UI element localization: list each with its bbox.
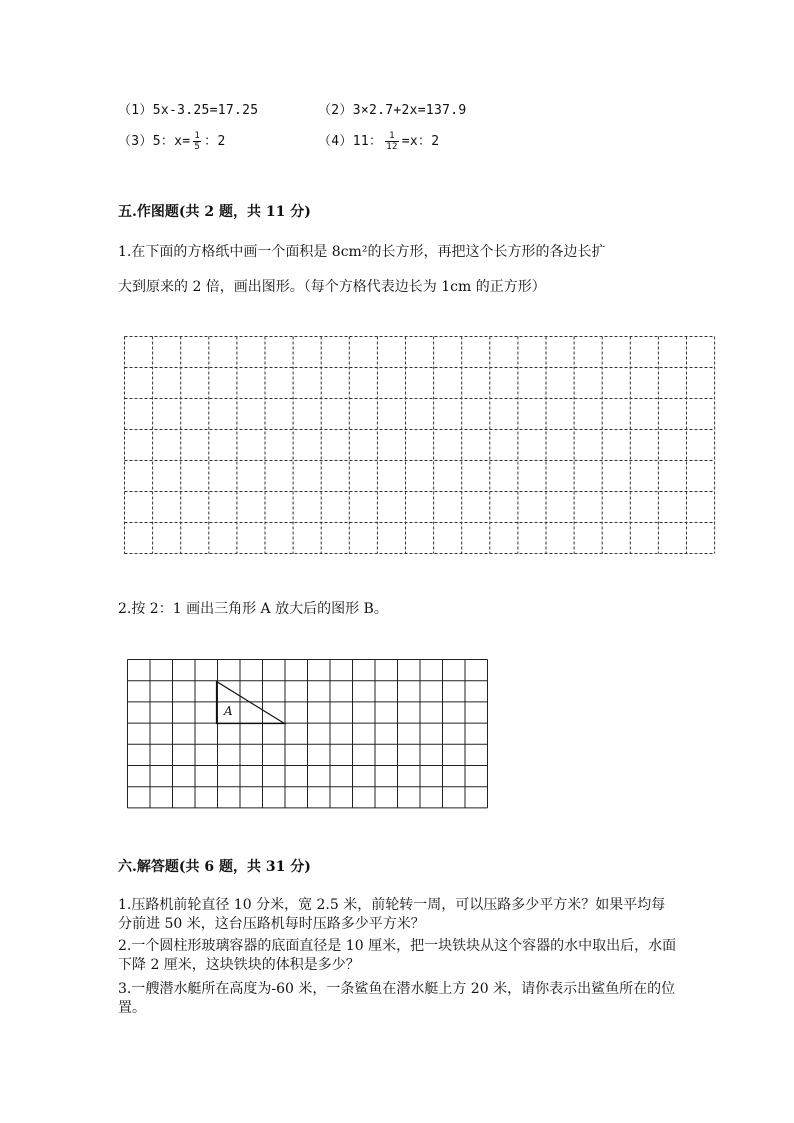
- fraction: [385, 131, 398, 152]
- square-grid: [126, 658, 490, 812]
- fraction-denominator: 12: [386, 142, 398, 152]
- equation-pre: 11：: [352, 134, 383, 149]
- fraction: [193, 131, 201, 152]
- fraction-denominator: 5: [194, 142, 201, 152]
- equation-label: （2）: [318, 103, 353, 118]
- fraction-numerator: 1: [194, 131, 201, 141]
- section-6-title: 六.解答题(共 6 题，共 31 分): [118, 859, 311, 875]
- question-6-2: 2.一个圆柱形玻璃容器的底面直径是 10 厘米，把一块铁块从这个容器的水中取出后，水面下降 2 厘米，这块铁块的体积是多少？: [118, 938, 677, 973]
- equation-1: [118, 99, 258, 118]
- equation-3: [118, 130, 226, 152]
- question-5-1-line-2: 大到原来的 2 倍，画出图形。（每个方格代表边长为 1cm 的正方形）: [118, 279, 546, 295]
- equation-4: [318, 130, 439, 152]
- equation-expr: 3×2.7+2x=137.9: [352, 103, 467, 118]
- equation-post: =x：2: [401, 134, 440, 149]
- section-5-title: 五.作图题(共 2 题，共 11 分): [118, 204, 311, 220]
- equation-pre: 5：x=: [152, 134, 191, 149]
- equation-expr: 5x-3.25=17.25: [152, 103, 259, 118]
- dashed-grid: [123, 336, 717, 556]
- question-5-2: 2.按 2：1 画出三角形 A 放大后的图形 B。: [118, 601, 388, 617]
- equation-label: （1）: [118, 103, 153, 118]
- equation-label: （4）: [318, 134, 353, 149]
- question-6-3: 3.一艘潜水艇所在高度为-60 米，一条鲨鱼在潜水艇上方 20 米，请你表示出鲨鱼所在的位置。: [118, 981, 676, 1016]
- equation-2: [318, 99, 467, 118]
- question-6-1: 1.压路机前轮直径 10 分米，宽 2.5 米，前轮转一周，可以压路多少平方米？如果平均每分前进 50 米，这台压路机每时压路多少平方米？: [118, 897, 666, 932]
- question-5-1-line-1: 1.在下面的方格纸中画一个面积是 8cm²的长方形，再把这个长方形的各边长扩: [118, 244, 606, 260]
- triangle-label: A: [224, 704, 233, 718]
- fraction-numerator: 1: [385, 131, 398, 142]
- equation-post: ：2: [204, 134, 226, 149]
- equation-label: （3）: [118, 134, 153, 149]
